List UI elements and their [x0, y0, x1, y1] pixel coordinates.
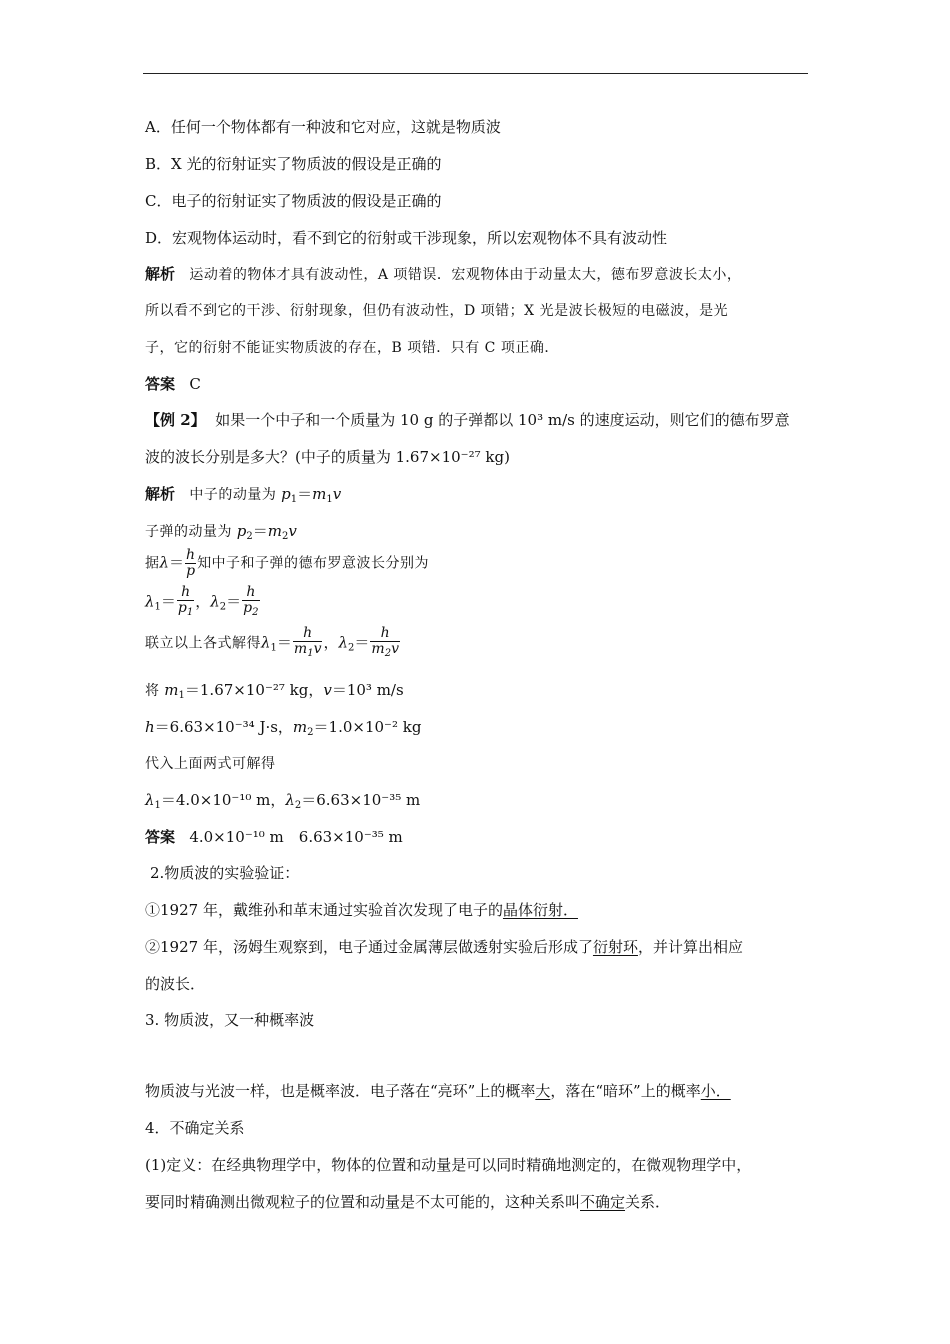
blank-uncertainty: 不确定 [580, 1193, 626, 1211]
section4-def-text: 要同时精确测出微观粒子的位置和动量是不太可能的，这种关系叫 [145, 1193, 581, 1211]
plug-in-text: 代入上面两式可解得 [145, 756, 276, 772]
section4-def-line2 [145, 1192, 670, 1212]
solution2-line9: $\lambda_1=4.0\times 10^{-10}$ m，$\lambda_2=6.63\times 10^{-35}$ m [145, 791, 421, 811]
section2-item2 [145, 937, 743, 957]
solution2-line7: h＝6.63×10⁻³⁴ J·s，$m_2=1.0\times 10^{-2}$ kg [145, 718, 422, 738]
example2-line1 [145, 410, 790, 430]
fraction-h-over-m1v: $\frac{h}{m_1v}$ [293, 625, 322, 659]
solution1-line3: 子，它的衍射不能证实物质波的存在，B 项错．只有 C 项正确． [145, 340, 559, 356]
answer-label: 答案 [145, 375, 176, 393]
fraction-h-over-p: $\frac{h}{p}$ [186, 547, 196, 579]
h-value: ＝6.63×10⁻³⁴ J·s， [154, 718, 293, 736]
section3-title: 3. 物质波，又一种概率波 [145, 1011, 315, 1029]
blank-large: 大 [535, 1082, 551, 1100]
answer-label: 答案 [145, 828, 176, 846]
example-label: 【例 2】 [145, 411, 206, 429]
lambda1-value: ＝4.0×10⁻¹⁰ m， [160, 791, 286, 809]
solution2-line6: 将 $m_1=1.67\times 10^{-27}$ kg，v＝10³ m/s [145, 681, 404, 701]
solution-label: 解析 [145, 485, 176, 503]
blank-crystal-diffraction: 晶体衍射． [502, 901, 578, 919]
fraction-h-over-m2v: $\frac{h}{m_2v}$ [371, 625, 399, 659]
momentum-neutron-text: 中子的动量为 [189, 487, 277, 503]
option-c: C．电子的衍射证实了物质波的假设是正确的 [145, 192, 442, 210]
header-rule [143, 73, 808, 74]
solution1-text1: 运动着的物体才具有波动性，A 项错误．宏观物体由于动量太大，德布罗意波长太小， [189, 267, 742, 283]
substitute-text: 将 [145, 683, 160, 699]
answer-value: 4.0×10⁻¹⁰ m 6.63×10⁻³⁵ m [189, 828, 403, 846]
section4-title: 4．不确定关系 [145, 1119, 245, 1137]
momentum-bullet-text: 子弹的动量为 [145, 524, 232, 540]
combined-text: 联立以上各式解得 [145, 635, 261, 652]
blank-small: 小． [700, 1082, 731, 1100]
formula-intro-a: 据 [145, 555, 160, 572]
item2-text-b: ，并计算出相应 [637, 938, 743, 956]
option-b: B．X 光的衍射证实了物质波的假设是正确的 [145, 155, 442, 173]
section4-def-end: 关系． [625, 1193, 671, 1211]
solution2-line5: 联立以上各式解得$\lambda_1=$ $\frac{h}{m_1v}$ ，$\lambda_2=$ $\frac{h}{m_2v}$ [145, 625, 399, 659]
item2-text-a: ②1927 年，汤姆生观察到，电子通过金属薄层做透射实验后形成了 [145, 938, 593, 956]
example2-text1: 如果一个中子和一个质量为 10 g 的子弹都以 10³ m/s 的速度运动，则它们的德布罗意 [215, 411, 790, 429]
formula-intro-b: 知中子和子弹的德布罗意波长分别为 [197, 555, 430, 572]
section2-item1 [145, 900, 578, 920]
solution2-line1: 解析 中子的动量为 $p_1=m_1v$ [145, 485, 342, 505]
blank-diffraction-ring: 衍射环 [592, 938, 638, 956]
v-value: ＝10³ m/s [331, 681, 404, 699]
fraction-h-over-p2: $\frac{h}{p_2}$ [243, 584, 259, 618]
solution1-line1 [145, 264, 741, 285]
section4-def-line1: (1)定义：在经典物理学中，物体的位置和动量是可以同时精确地测定的，在微观物理学中， [145, 1156, 752, 1174]
option-a: A．任何一个物体都有一种波和它对应，这就是物质波 [145, 118, 501, 136]
section3-text-a: 物质波与光波一样，也是概率波．电子落在“亮环”上的概率 [145, 1082, 536, 1100]
solution1-line2: 所以看不到它的干涉、衍射现象，但仍有波动性，D 项错；X 光是波长极短的电磁波，是光 [145, 303, 729, 319]
solution2-line4: $\lambda_1=$ $\frac{h}{p_1}$ ，$\lambda_2=$ $\frac{h}{p_2}$ [145, 584, 259, 618]
section2-item2-cont: 的波长． [145, 975, 206, 993]
solution-label: 解析 [145, 265, 176, 283]
item1-text: ①1927 年，戴维孙和革末通过实验首次发现了电子的 [145, 901, 503, 919]
section3-text-b: ，落在“暗环”上的概率 [550, 1082, 701, 1100]
answer-value: C [189, 375, 201, 393]
fraction-h-over-p1: $\frac{h}{p_1}$ [177, 584, 194, 618]
m2-value: ＝1.0×10⁻² kg [313, 718, 422, 736]
m1-value: ＝1.67×10⁻²⁷ kg， [184, 681, 324, 699]
example2-line2: 波的波长分别是多大？(中子的质量为 1.67×10⁻²⁷ kg) [145, 448, 510, 466]
option-d: D．宏观物体运动时，看不到它的衍射或干涉现象，所以宏观物体不具有波动性 [145, 229, 668, 247]
lambda2-value: ＝6.63×10⁻³⁵ m [301, 791, 421, 809]
section2-title: 2.物质波的实验验证： [150, 864, 300, 882]
solution2-line3: 据λ＝ $\frac{h}{p}$ 知中子和子弹的德布罗意波长分别为 [145, 547, 430, 579]
solution2-line2: 子弹的动量为 $p_2=m_2v$ [145, 522, 297, 542]
answer1 [145, 374, 201, 394]
section3-text [145, 1081, 731, 1101]
answer2 [145, 827, 403, 847]
